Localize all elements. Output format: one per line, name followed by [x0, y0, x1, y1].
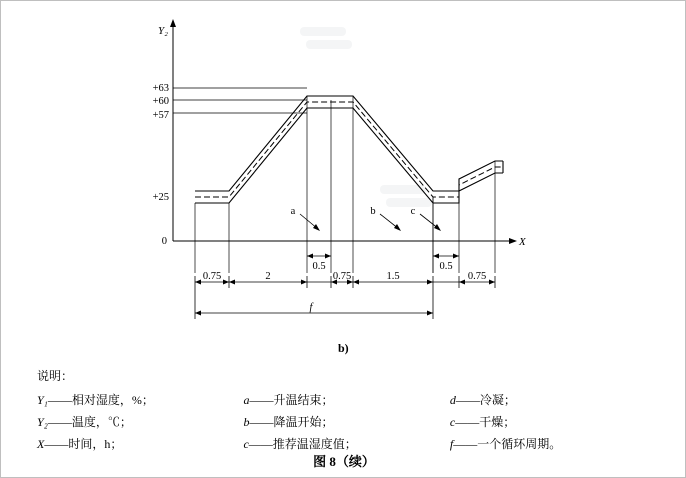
chart-canvas — [1, 1, 686, 341]
legend-text: ——相对湿度，%； — [47, 393, 154, 407]
marker-b-label: b — [370, 206, 376, 217]
upper-envelope-curve — [195, 96, 503, 191]
legend-item — [37, 411, 243, 433]
legend-text: ——干燥； — [455, 415, 516, 429]
legend-symbol: a — [243, 393, 250, 407]
x-axis-arrow — [509, 238, 517, 244]
y-tick-60: +60 — [152, 96, 169, 107]
dim-075-2-label: 0.75 — [332, 271, 352, 282]
legend-text: ——升温结束； — [249, 393, 334, 407]
legend-title: 说明： — [37, 369, 74, 383]
nominal-curve — [195, 102, 503, 197]
legend-text: ——温度，℃； — [47, 415, 132, 429]
x-axis-label: X — [519, 236, 526, 248]
dim-05-c-label: 0.5 — [439, 261, 453, 272]
panel-label: b) — [338, 341, 349, 355]
legend-item — [243, 411, 449, 433]
legend-symbol: c — [243, 437, 249, 451]
lower-envelope-curve — [195, 108, 503, 203]
y-tick-63: +63 — [152, 83, 169, 94]
legend-item — [450, 389, 656, 411]
legend-text: ——冷凝； — [455, 393, 516, 407]
legend-text: ——推荐温湿度值； — [248, 437, 357, 451]
y-tick-0: 0 — [161, 236, 167, 247]
y-tick-57: +57 — [152, 110, 169, 121]
marker-a-arrow — [313, 224, 320, 231]
legend-block — [37, 365, 657, 455]
legend-symbol: b — [243, 415, 250, 429]
legend-text: ——一个循环周期。 — [453, 437, 562, 451]
marker-a-label: a — [290, 206, 296, 217]
legend-item — [243, 389, 449, 411]
legend-item — [450, 411, 656, 433]
legend-row — [37, 411, 657, 433]
legend-symbol: Y₁ — [37, 393, 48, 407]
profile-chart — [1, 1, 686, 341]
y-axis-label: Y₂ — [158, 25, 168, 37]
figure-caption: 图 8（续） — [313, 454, 375, 469]
y-axis-arrow — [170, 19, 176, 27]
dim-15-label: 1.5 — [386, 271, 400, 282]
legend-symbol: d — [449, 393, 456, 407]
marker-c-arrow — [434, 224, 441, 231]
marker-b-arrow — [394, 224, 401, 231]
legend-symbol: f — [449, 437, 454, 451]
legend-text: ——降温开始； — [249, 415, 334, 429]
legend-text: ——时间，h； — [44, 437, 123, 451]
legend-row — [37, 389, 657, 411]
marker-c-label: c — [410, 206, 416, 217]
dim-2-label: 2 — [265, 271, 271, 282]
dim-075-3-label: 0.75 — [467, 271, 487, 282]
legend-symbol: c — [449, 415, 456, 429]
legend-symbol: X — [37, 437, 45, 451]
legend-symbol: Y₂ — [37, 415, 48, 429]
dim-f-label: f — [309, 302, 313, 313]
y-tick-25: +25 — [152, 192, 169, 203]
dim-075-1-label: 0.75 — [202, 271, 222, 282]
dim-05-a-label: 0.5 — [312, 261, 326, 272]
legend-item — [37, 389, 243, 411]
